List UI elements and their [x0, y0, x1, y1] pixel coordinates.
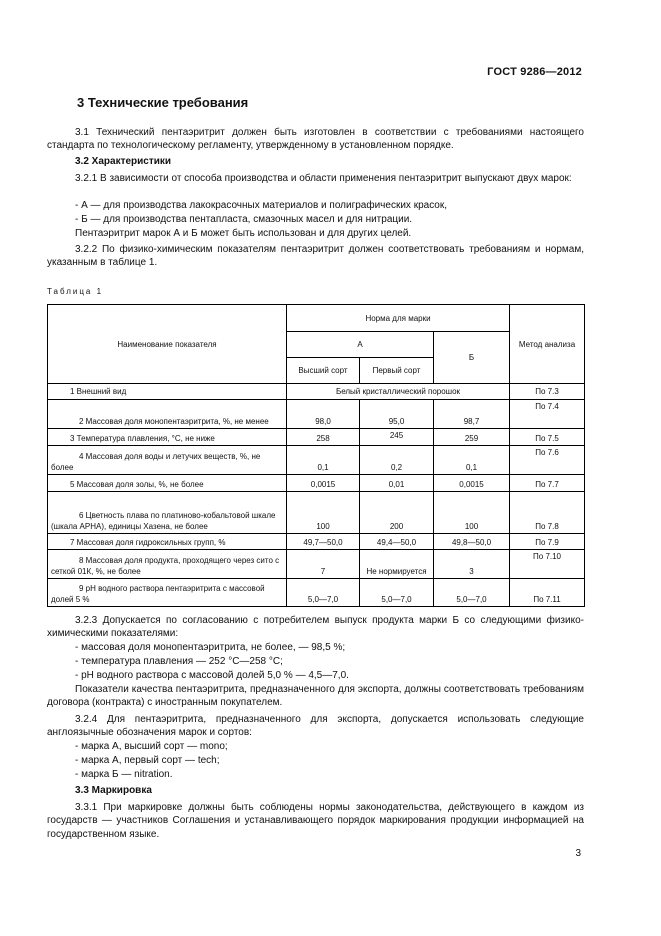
- row-top-grade: 5,0—7,0: [287, 579, 360, 607]
- table-row: [48, 429, 585, 446]
- row-method: По 7.4: [510, 400, 585, 429]
- list-item: - марка Б — nitration.: [75, 769, 173, 780]
- table-row: [48, 400, 585, 429]
- row-first-grade: 49,4—50,0: [360, 534, 434, 550]
- row-first-grade: 0,01: [360, 475, 434, 492]
- row-name: 7 Массовая доля гидроксильных групп, %: [48, 534, 287, 550]
- row-top-grade: 98,0: [287, 400, 360, 429]
- list-item: - Б — для производства пентапласта, смазочных масел и для нитрации.: [75, 214, 413, 225]
- subsection-3-2-title: 3.2 Характеристики: [75, 156, 172, 167]
- row-name: 1 Внешний вид: [48, 384, 287, 400]
- row-grade-b: 0,0015: [434, 475, 510, 492]
- list-item: - А — для производства лакокрасочных материалов и полиграфических красок,: [75, 200, 448, 211]
- row-grade-b: 100: [434, 492, 510, 534]
- row-top-grade: 100: [287, 492, 360, 534]
- header-grade-b: Б: [434, 332, 510, 384]
- row-name: 6 Цветность плава по платиново-кобальтовой шкале (шкала АРНА), единицы Хазена, не более: [48, 492, 287, 534]
- header-first-grade: Первый сорт: [360, 358, 434, 384]
- row-method: По 7.7: [510, 475, 585, 492]
- row-grade-b: 3: [434, 550, 510, 579]
- table-row: [48, 446, 585, 475]
- table-row: [48, 534, 585, 550]
- header-name: Наименование показателя: [48, 305, 287, 384]
- list-item: - массовая доля монопентаэритрита, не более, — 98,5 %;: [75, 642, 346, 653]
- paragraph-3-2-3: 3.2.3 Допускается по согласованию с потребителем выпуск продукта марки Б со следующими физико-химическими показателями:: [47, 615, 584, 640]
- row-first-grade: Не нормируется: [360, 550, 434, 579]
- row-method: По 7.6: [510, 446, 585, 475]
- row-top-grade: 7: [287, 550, 360, 579]
- row-top-grade: 0,0015: [287, 475, 360, 492]
- document-code: ГОСТ 9286—2012: [487, 66, 582, 78]
- row-method: По 7.11: [510, 579, 585, 607]
- row-name: 8 Массовая доля продукта, проходящего через сито с сеткой 01К, %, не более: [48, 550, 287, 579]
- row-grade-b: 259: [434, 429, 510, 446]
- header-method: Метод анализа: [510, 305, 585, 384]
- table-row: [48, 475, 585, 492]
- table-caption: Таблица 1: [47, 287, 104, 296]
- row-first-grade: 95,0: [360, 400, 434, 429]
- header-norm: Норма для марки: [287, 305, 510, 332]
- paragraph-3-1: 3.1 Технический пентаэритрит должен быть изготовлен в соответствии с требованиями настоящего стандарта по технологическому регламенту, утвержденному в установленном порядке.: [47, 127, 584, 152]
- row-method: По 7.3: [510, 384, 585, 400]
- row-grade-b: 5,0—7,0: [434, 579, 510, 607]
- table-row: [48, 579, 585, 607]
- row-method: По 7.5: [510, 429, 585, 446]
- table-row: [48, 550, 585, 579]
- row-name: 4 Массовая доля воды и летучих веществ, %, не более: [48, 446, 287, 475]
- paragraph-3-2-4: 3.2.4 Для пентаэритрита, предназначенного для экспорта, допускается использовать следующие англоязычные обозначения марок и сортов:: [47, 714, 584, 739]
- row-top-grade: 258: [287, 429, 360, 446]
- row-first-grade: 245: [360, 429, 434, 446]
- row-method: По 7.9: [510, 534, 585, 550]
- row-grade-b: 0,1: [434, 446, 510, 475]
- row-method: По 7.10: [510, 550, 585, 579]
- list-item: - марка А, первый сорт — tech;: [75, 755, 220, 766]
- row-name: 2 Массовая доля монопентаэритрита, %, не менее: [48, 400, 287, 429]
- subsection-3-3-title: 3.3 Маркировка: [75, 785, 152, 796]
- paragraph-export: Показатели качества пентаэритрита, предназначенного для экспорта, должны соответствовать требованиям договора (контракта) с иностранным покупателем.: [47, 684, 584, 709]
- table-row: [48, 492, 585, 534]
- paragraph-3-3-1: 3.3.1 При маркировке должны быть соблюдены нормы законодательства, действующего в каждом из государств — участников Соглашения и устанавливающего порядок маркирования продукции информацией на государственном языке.: [47, 802, 584, 840]
- row-grade-b: 49,8—50,0: [434, 534, 510, 550]
- list-item: - pH водного раствора с массовой долей 5,0 % — 4,5—7,0.: [75, 670, 349, 681]
- row-name: 9 pH водного раствора пентаэритрита с массовой долей 5 %: [48, 579, 287, 607]
- row-name: 5 Массовая доля золы, %, не более: [48, 475, 287, 492]
- header-top-grade: Высший сорт: [287, 358, 360, 384]
- row-first-grade: 5,0—7,0: [360, 579, 434, 607]
- header-grade-a: А: [287, 332, 434, 358]
- row-grade-b: 98,7: [434, 400, 510, 429]
- row-top-grade: 49,7—50,0: [287, 534, 360, 550]
- list-item: - температура плавления — 252 °С—258 °С;: [75, 656, 283, 667]
- page-number: 3: [575, 848, 581, 859]
- marks-note: Пентаэритрит марок А и Б может быть использован и для других целей.: [75, 228, 412, 239]
- table-row: [48, 384, 585, 400]
- paragraph-3-2-2: 3.2.2 По физико-химическим показателям пентаэритрит должен соответствовать требованиям и нормам, указанным в таблице 1.: [47, 244, 584, 269]
- row-name: 3 Температура плавления, °С, не ниже: [48, 429, 287, 446]
- row-top-grade: 0,1: [287, 446, 360, 475]
- row-first-grade: 200: [360, 492, 434, 534]
- list-item: - марка А, высший сорт — mono;: [75, 741, 228, 752]
- row-method: По 7.8: [510, 492, 585, 534]
- paragraph-3-2-1: 3.2.1 В зависимости от способа производства и области применения пентаэритрит выпускают двух марок:: [75, 173, 572, 184]
- characteristics-table: [47, 304, 585, 607]
- row-value-span: Белый кристаллический порошок: [287, 384, 510, 400]
- row-first-grade: 0,2: [360, 446, 434, 475]
- section-title: 3 Технические требования: [77, 95, 249, 110]
